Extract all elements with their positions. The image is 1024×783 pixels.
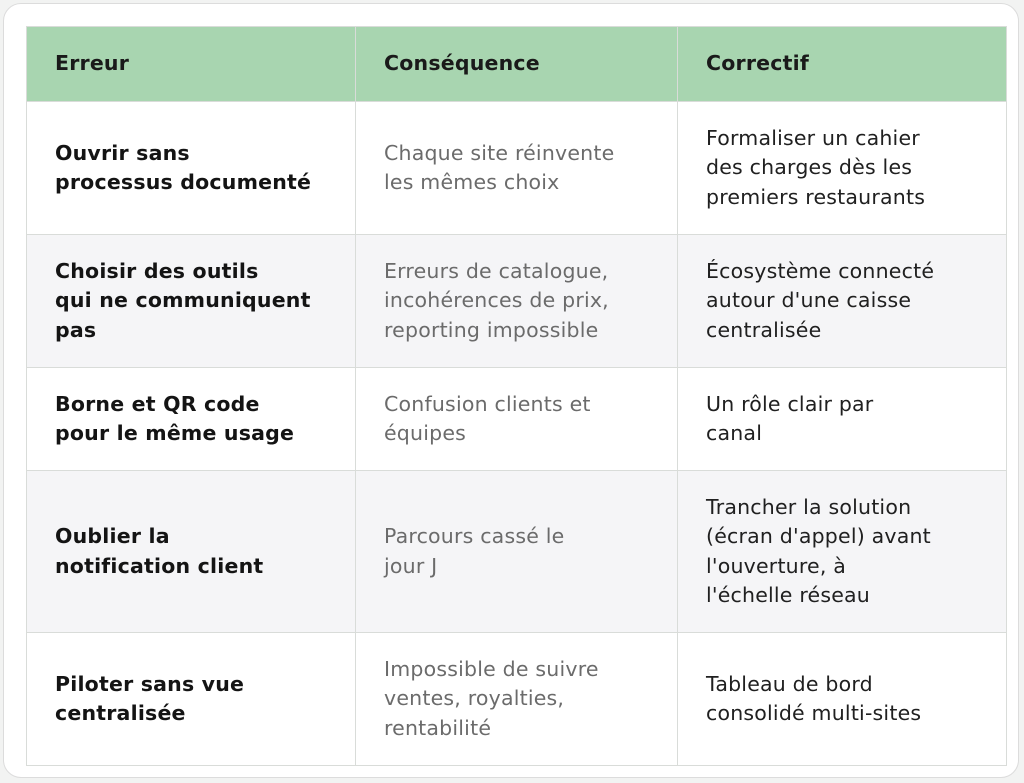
cell-correctif [678, 368, 1007, 471]
header-correctif: Correctif [678, 27, 1007, 102]
cell-consequence-text: Confusion clients et équipes [384, 391, 591, 445]
cell-correctif [678, 471, 1007, 633]
cell-correctif-text: Tableau de bord consolidé multi-sites [706, 671, 922, 725]
cell-consequence [356, 235, 678, 368]
cell-consequence-text: Parcours cassé le jour J [384, 524, 565, 578]
header-erreur: Erreur [27, 27, 356, 102]
cell-erreur [27, 102, 356, 235]
cell-correctif-text: Trancher la solution (écran d'appel) avant l'ouverture, à l'échelle réseau [706, 494, 931, 607]
cell-correctif [678, 633, 1007, 766]
cell-erreur-text: Oublier la notification client [55, 524, 264, 578]
table-row [27, 633, 1007, 766]
cell-erreur-text: Borne et QR code pour le même usage [55, 391, 295, 445]
table-header [27, 27, 1007, 102]
header-consequence: Conséquence [356, 27, 678, 102]
cell-erreur [27, 471, 356, 633]
cell-erreur-text: Choisir des outils qui ne communiquent pas [55, 258, 311, 342]
cell-correctif-text: Formaliser un cahier des charges dès les premiers restaurants [706, 125, 926, 209]
table-row [27, 235, 1007, 368]
errors-table [26, 26, 1007, 766]
cell-consequence-text: Chaque site réinvente les mêmes choix [384, 140, 615, 194]
cell-consequence [356, 471, 678, 633]
table-card [3, 3, 1019, 778]
header-row [27, 27, 1007, 102]
cell-correctif [678, 235, 1007, 368]
cell-consequence-text: Erreurs de catalogue, incohérences de prix, reporting impossible [384, 258, 609, 342]
cell-erreur [27, 235, 356, 368]
cell-erreur [27, 633, 356, 766]
cell-consequence-text: Impossible de suivre ventes, royalties, rentabilité [384, 656, 599, 740]
table-row [27, 102, 1007, 235]
cell-consequence [356, 102, 678, 235]
cell-erreur-text: Ouvrir sans processus documenté [55, 140, 312, 194]
table-row [27, 471, 1007, 633]
cell-correctif [678, 102, 1007, 235]
table-row [27, 368, 1007, 471]
cell-erreur [27, 368, 356, 471]
cell-erreur-text: Piloter sans vue centralisée [55, 671, 245, 725]
cell-consequence [356, 368, 678, 471]
cell-consequence [356, 633, 678, 766]
cell-correctif-text: Un rôle clair par canal [706, 391, 874, 445]
cell-correctif-text: Écosystème connecté autour d'une caisse centralisée [706, 258, 935, 342]
